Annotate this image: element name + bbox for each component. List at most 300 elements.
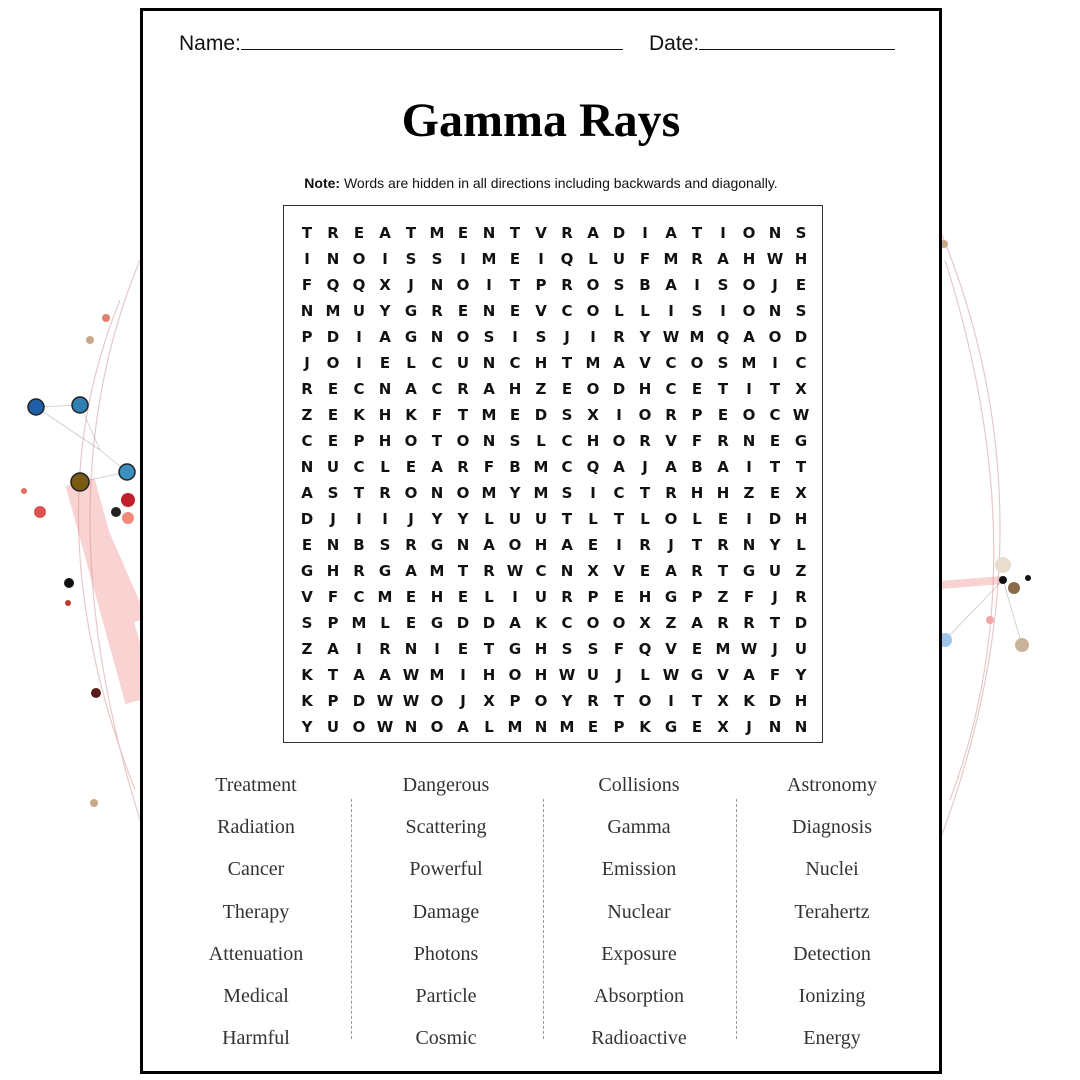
grid-cell[interactable]: M bbox=[481, 484, 497, 502]
grid-cell[interactable]: N bbox=[326, 250, 340, 268]
grid-cell[interactable]: E bbox=[587, 536, 599, 554]
grid-cell[interactable]: M bbox=[481, 406, 497, 424]
grid-cell[interactable]: F bbox=[301, 276, 313, 294]
grid-cell[interactable]: N bbox=[794, 718, 808, 736]
grid-cell[interactable]: V bbox=[665, 640, 677, 658]
grid-cell[interactable]: N bbox=[482, 354, 496, 372]
grid-cell[interactable]: I bbox=[616, 536, 622, 554]
grid-cell[interactable]: I bbox=[616, 406, 622, 424]
grid-cell[interactable]: T bbox=[301, 224, 313, 242]
grid-cell[interactable]: Q bbox=[560, 250, 574, 268]
grid-cell[interactable]: E bbox=[691, 380, 703, 398]
grid-cell[interactable]: K bbox=[301, 666, 313, 684]
grid-cell[interactable]: M bbox=[429, 666, 445, 684]
grid-cell[interactable]: I bbox=[668, 302, 674, 320]
grid-cell[interactable]: C bbox=[561, 614, 573, 632]
grid-cell[interactable]: Y bbox=[795, 666, 807, 684]
grid-cell[interactable]: S bbox=[717, 354, 729, 372]
grid-cell[interactable]: P bbox=[327, 614, 339, 632]
grid-cell[interactable]: F bbox=[483, 458, 495, 476]
grid-cell[interactable]: W bbox=[402, 692, 420, 710]
grid-cell[interactable]: O bbox=[456, 276, 470, 294]
grid-cell[interactable]: H bbox=[638, 380, 652, 398]
grid-cell[interactable]: T bbox=[431, 432, 443, 450]
grid-cell[interactable]: S bbox=[327, 484, 339, 502]
grid-cell[interactable]: P bbox=[327, 692, 339, 710]
grid-cell[interactable]: X bbox=[483, 692, 495, 710]
grid-cell[interactable]: O bbox=[352, 250, 366, 268]
grid-cell[interactable]: I bbox=[356, 354, 362, 372]
grid-cell[interactable]: A bbox=[379, 224, 391, 242]
grid-cell[interactable]: T bbox=[769, 458, 781, 476]
grid-cell[interactable]: S bbox=[535, 328, 547, 346]
grid-cell[interactable]: O bbox=[456, 328, 470, 346]
grid-cell[interactable]: R bbox=[639, 432, 651, 450]
grid-cell[interactable]: G bbox=[742, 562, 756, 580]
grid-cell[interactable]: W bbox=[792, 406, 810, 424]
grid-cell[interactable]: O bbox=[352, 718, 366, 736]
grid-cell[interactable]: I bbox=[694, 276, 700, 294]
grid-cell[interactable]: A bbox=[457, 718, 469, 736]
grid-cell[interactable]: E bbox=[509, 250, 521, 268]
grid-cell[interactable]: G bbox=[690, 666, 704, 684]
grid-cell[interactable]: E bbox=[509, 406, 521, 424]
grid-cell[interactable]: L bbox=[380, 458, 390, 476]
grid-cell[interactable]: L bbox=[536, 432, 546, 450]
grid-cell[interactable]: M bbox=[741, 354, 757, 372]
date-blank-line[interactable] bbox=[699, 31, 895, 50]
grid-cell[interactable]: O bbox=[638, 692, 652, 710]
grid-cell[interactable]: C bbox=[561, 458, 573, 476]
grid-cell[interactable]: Q bbox=[716, 328, 730, 346]
grid-cell[interactable]: S bbox=[405, 250, 417, 268]
grid-cell[interactable]: U bbox=[534, 510, 548, 528]
grid-cell[interactable]: N bbox=[326, 536, 340, 554]
grid-cell[interactable]: O bbox=[586, 380, 600, 398]
grid-cell[interactable]: R bbox=[405, 536, 417, 554]
grid-cell[interactable]: P bbox=[613, 718, 625, 736]
grid-cell[interactable]: O bbox=[768, 328, 782, 346]
grid-cell[interactable]: P bbox=[509, 692, 521, 710]
grid-cell[interactable]: T bbox=[769, 380, 781, 398]
grid-cell[interactable]: Q bbox=[638, 640, 652, 658]
grid-cell[interactable]: E bbox=[509, 302, 521, 320]
grid-cell[interactable]: O bbox=[690, 354, 704, 372]
grid-cell[interactable]: I bbox=[382, 250, 388, 268]
grid-cell[interactable]: D bbox=[768, 692, 782, 710]
grid-cell[interactable]: P bbox=[535, 276, 547, 294]
grid-cell[interactable]: C bbox=[769, 406, 781, 424]
grid-cell[interactable]: A bbox=[717, 250, 729, 268]
grid-cell[interactable]: O bbox=[404, 484, 418, 502]
grid-cell[interactable]: G bbox=[404, 302, 418, 320]
grid-cell[interactable]: W bbox=[662, 328, 680, 346]
grid-cell[interactable]: Y bbox=[639, 328, 651, 346]
grid-cell[interactable]: T bbox=[639, 484, 651, 502]
grid-cell[interactable]: E bbox=[457, 302, 469, 320]
grid-cell[interactable]: G bbox=[508, 640, 522, 658]
grid-cell[interactable]: U bbox=[768, 562, 782, 580]
grid-cell[interactable]: R bbox=[717, 536, 729, 554]
grid-cell[interactable]: I bbox=[356, 510, 362, 528]
grid-cell[interactable]: R bbox=[483, 562, 495, 580]
grid-cell[interactable]: G bbox=[378, 562, 392, 580]
grid-cell[interactable]: N bbox=[768, 302, 782, 320]
grid-cell[interactable]: S bbox=[717, 276, 729, 294]
grid-cell[interactable]: E bbox=[691, 718, 703, 736]
grid-cell[interactable]: E bbox=[587, 718, 599, 736]
grid-cell[interactable]: X bbox=[587, 562, 599, 580]
grid-cell[interactable]: H bbox=[482, 666, 496, 684]
grid-cell[interactable]: M bbox=[689, 328, 705, 346]
grid-cell[interactable]: I bbox=[304, 250, 310, 268]
grid-cell[interactable]: S bbox=[613, 276, 625, 294]
grid-cell[interactable]: Z bbox=[795, 562, 807, 580]
grid-cell[interactable]: A bbox=[665, 562, 677, 580]
grid-cell[interactable]: M bbox=[429, 224, 445, 242]
grid-cell[interactable]: W bbox=[376, 692, 394, 710]
grid-cell[interactable]: E bbox=[327, 432, 339, 450]
grid-cell[interactable]: X bbox=[795, 484, 807, 502]
grid-cell[interactable]: N bbox=[378, 380, 392, 398]
grid-cell[interactable]: S bbox=[509, 432, 521, 450]
grid-cell[interactable]: T bbox=[769, 614, 781, 632]
grid-cell[interactable]: U bbox=[586, 666, 600, 684]
grid-cell[interactable]: M bbox=[715, 640, 731, 658]
grid-cell[interactable]: U bbox=[456, 354, 470, 372]
grid-cell[interactable]: E bbox=[457, 588, 469, 606]
grid-cell[interactable]: C bbox=[353, 380, 365, 398]
grid-cell[interactable]: D bbox=[794, 614, 808, 632]
grid-cell[interactable]: T bbox=[561, 510, 573, 528]
grid-cell[interactable]: R bbox=[717, 614, 729, 632]
grid-cell[interactable]: T bbox=[717, 562, 729, 580]
grid-cell[interactable]: H bbox=[794, 510, 808, 528]
grid-cell[interactable]: O bbox=[586, 614, 600, 632]
grid-cell[interactable]: R bbox=[457, 380, 469, 398]
grid-cell[interactable]: R bbox=[665, 406, 677, 424]
grid-cell[interactable]: O bbox=[742, 302, 756, 320]
grid-cell[interactable]: O bbox=[586, 302, 600, 320]
grid-cell[interactable]: I bbox=[668, 692, 674, 710]
grid-cell[interactable]: N bbox=[430, 276, 444, 294]
grid-cell[interactable]: L bbox=[692, 510, 702, 528]
grid-cell[interactable]: L bbox=[640, 302, 650, 320]
grid-cell[interactable]: J bbox=[408, 276, 414, 294]
grid-cell[interactable]: D bbox=[794, 328, 808, 346]
grid-cell[interactable]: J bbox=[564, 328, 570, 346]
grid-cell[interactable]: L bbox=[484, 588, 494, 606]
grid-cell[interactable]: S bbox=[301, 614, 313, 632]
grid-cell[interactable]: S bbox=[431, 250, 443, 268]
grid-cell[interactable]: R bbox=[795, 588, 807, 606]
grid-cell[interactable]: H bbox=[586, 432, 600, 450]
grid-cell[interactable]: E bbox=[405, 614, 417, 632]
grid-cell[interactable]: N bbox=[742, 536, 756, 554]
grid-cell[interactable]: J bbox=[408, 510, 414, 528]
grid-cell[interactable]: A bbox=[483, 536, 495, 554]
grid-cell[interactable]: I bbox=[512, 328, 518, 346]
grid-cell[interactable]: V bbox=[665, 432, 677, 450]
grid-cell[interactable]: X bbox=[717, 692, 729, 710]
grid-cell[interactable]: I bbox=[460, 666, 466, 684]
grid-cell[interactable]: C bbox=[535, 562, 547, 580]
grid-cell[interactable]: R bbox=[353, 562, 365, 580]
grid-cell[interactable]: T bbox=[405, 224, 417, 242]
grid-cell[interactable]: T bbox=[509, 276, 521, 294]
grid-cell[interactable]: C bbox=[561, 302, 573, 320]
grid-cell[interactable]: N bbox=[560, 562, 574, 580]
grid-cell[interactable]: I bbox=[434, 640, 440, 658]
grid-cell[interactable]: I bbox=[746, 458, 752, 476]
grid-cell[interactable]: W bbox=[558, 666, 576, 684]
grid-cell[interactable]: N bbox=[482, 302, 496, 320]
grid-cell[interactable]: E bbox=[457, 224, 469, 242]
grid-cell[interactable]: T bbox=[327, 666, 339, 684]
grid-cell[interactable]: R bbox=[431, 302, 443, 320]
grid-cell[interactable]: E bbox=[327, 406, 339, 424]
grid-cell[interactable]: S bbox=[379, 536, 391, 554]
grid-cell[interactable]: P bbox=[301, 328, 313, 346]
grid-cell[interactable]: O bbox=[508, 666, 522, 684]
grid-cell[interactable]: O bbox=[404, 432, 418, 450]
grid-cell[interactable]: M bbox=[559, 718, 575, 736]
grid-cell[interactable]: C bbox=[353, 588, 365, 606]
grid-cell[interactable]: Z bbox=[717, 588, 729, 606]
grid-cell[interactable]: C bbox=[795, 354, 807, 372]
grid-cell[interactable]: I bbox=[590, 484, 596, 502]
grid-cell[interactable]: Q bbox=[586, 458, 600, 476]
grid-cell[interactable]: C bbox=[301, 432, 313, 450]
grid-cell[interactable]: Y bbox=[769, 536, 781, 554]
grid-cell[interactable]: U bbox=[612, 250, 626, 268]
grid-cell[interactable]: J bbox=[616, 666, 622, 684]
grid-cell[interactable]: N bbox=[456, 536, 470, 554]
grid-cell[interactable]: M bbox=[325, 302, 341, 320]
grid-cell[interactable]: J bbox=[330, 510, 336, 528]
grid-cell[interactable]: D bbox=[326, 328, 340, 346]
grid-cell[interactable]: N bbox=[768, 718, 782, 736]
grid-cell[interactable]: U bbox=[326, 458, 340, 476]
grid-cell[interactable]: E bbox=[457, 640, 469, 658]
grid-cell[interactable]: T bbox=[457, 562, 469, 580]
grid-cell[interactable]: D bbox=[612, 380, 626, 398]
grid-cell[interactable]: C bbox=[665, 354, 677, 372]
grid-cell[interactable]: H bbox=[430, 588, 444, 606]
grid-cell[interactable]: M bbox=[429, 562, 445, 580]
grid-cell[interactable]: H bbox=[690, 484, 704, 502]
grid-cell[interactable]: O bbox=[664, 510, 678, 528]
grid-cell[interactable]: D bbox=[768, 510, 782, 528]
grid-cell[interactable]: Q bbox=[326, 276, 340, 294]
grid-cell[interactable]: T bbox=[795, 458, 807, 476]
grid-cell[interactable]: U bbox=[326, 718, 340, 736]
grid-cell[interactable]: D bbox=[300, 510, 314, 528]
grid-cell[interactable]: R bbox=[379, 640, 391, 658]
grid-cell[interactable]: H bbox=[716, 484, 730, 502]
grid-cell[interactable]: I bbox=[512, 588, 518, 606]
grid-cell[interactable]: A bbox=[327, 640, 339, 658]
grid-cell[interactable]: A bbox=[717, 458, 729, 476]
grid-cell[interactable]: F bbox=[743, 588, 755, 606]
grid-cell[interactable]: A bbox=[665, 224, 677, 242]
grid-cell[interactable]: Y bbox=[431, 510, 443, 528]
grid-cell[interactable]: V bbox=[535, 224, 547, 242]
grid-cell[interactable]: T bbox=[353, 484, 365, 502]
grid-cell[interactable]: E bbox=[639, 562, 651, 580]
grid-cell[interactable]: R bbox=[691, 562, 703, 580]
grid-cell[interactable]: O bbox=[612, 614, 626, 632]
grid-cell[interactable]: Z bbox=[301, 406, 313, 424]
grid-cell[interactable]: K bbox=[535, 614, 547, 632]
grid-cell[interactable]: T bbox=[457, 406, 469, 424]
grid-cell[interactable]: F bbox=[431, 406, 443, 424]
grid-cell[interactable]: F bbox=[639, 250, 651, 268]
grid-cell[interactable]: L bbox=[588, 510, 598, 528]
grid-cell[interactable]: J bbox=[772, 588, 778, 606]
grid-cell[interactable]: Z bbox=[743, 484, 755, 502]
grid-cell[interactable]: T bbox=[561, 354, 573, 372]
grid-cell[interactable]: A bbox=[379, 666, 391, 684]
grid-cell[interactable]: Y bbox=[509, 484, 521, 502]
grid-cell[interactable]: E bbox=[613, 588, 625, 606]
grid-cell[interactable]: A bbox=[509, 614, 521, 632]
date-field[interactable] bbox=[649, 31, 895, 56]
grid-cell[interactable]: O bbox=[456, 484, 470, 502]
grid-cell[interactable]: I bbox=[538, 250, 544, 268]
grid-cell[interactable]: L bbox=[614, 302, 624, 320]
grid-cell[interactable]: E bbox=[795, 276, 807, 294]
grid-cell[interactable]: A bbox=[743, 666, 755, 684]
grid-cell[interactable]: B bbox=[691, 458, 703, 476]
grid-cell[interactable]: O bbox=[534, 692, 548, 710]
grid-cell[interactable]: T bbox=[691, 692, 703, 710]
grid-cell[interactable]: I bbox=[720, 224, 726, 242]
grid-cell[interactable]: G bbox=[664, 718, 678, 736]
grid-cell[interactable]: C bbox=[509, 354, 521, 372]
grid-cell[interactable]: R bbox=[743, 614, 755, 632]
grid-cell[interactable]: L bbox=[588, 250, 598, 268]
grid-cell[interactable]: I bbox=[746, 380, 752, 398]
grid-cell[interactable]: D bbox=[456, 614, 470, 632]
grid-cell[interactable]: K bbox=[301, 692, 313, 710]
grid-cell[interactable]: V bbox=[639, 354, 651, 372]
grid-cell[interactable]: W bbox=[376, 718, 394, 736]
grid-cell[interactable]: R bbox=[301, 380, 313, 398]
grid-cell[interactable]: O bbox=[742, 406, 756, 424]
grid-cell[interactable]: M bbox=[663, 250, 679, 268]
grid-cell[interactable]: V bbox=[535, 302, 547, 320]
grid-cell[interactable]: M bbox=[533, 458, 549, 476]
grid-cell[interactable]: T bbox=[717, 380, 729, 398]
grid-cell[interactable]: N bbox=[430, 328, 444, 346]
grid-cell[interactable]: Y bbox=[301, 718, 313, 736]
grid-cell[interactable]: E bbox=[353, 224, 365, 242]
grid-cell[interactable]: S bbox=[795, 302, 807, 320]
grid-cell[interactable]: K bbox=[639, 718, 651, 736]
grid-cell[interactable]: L bbox=[406, 354, 416, 372]
grid-cell[interactable]: G bbox=[430, 614, 444, 632]
grid-cell[interactable]: U bbox=[508, 510, 522, 528]
grid-cell[interactable]: A bbox=[483, 380, 495, 398]
grid-cell[interactable]: I bbox=[356, 640, 362, 658]
grid-cell[interactable]: U bbox=[794, 640, 808, 658]
grid-cell[interactable]: J bbox=[642, 458, 648, 476]
grid-cell[interactable]: W bbox=[506, 562, 524, 580]
grid-cell[interactable]: A bbox=[353, 666, 365, 684]
grid-cell[interactable]: N bbox=[404, 640, 418, 658]
grid-cell[interactable]: I bbox=[486, 276, 492, 294]
grid-cell[interactable]: B bbox=[639, 276, 651, 294]
grid-cell[interactable]: R bbox=[379, 484, 391, 502]
grid-cell[interactable]: M bbox=[351, 614, 367, 632]
grid-cell[interactable]: A bbox=[379, 328, 391, 346]
grid-cell[interactable]: C bbox=[431, 380, 443, 398]
grid-cell[interactable]: I bbox=[772, 354, 778, 372]
grid-cell[interactable]: E bbox=[301, 536, 313, 554]
grid-cell[interactable]: N bbox=[482, 432, 496, 450]
grid-cell[interactable]: H bbox=[742, 250, 756, 268]
grid-cell[interactable]: H bbox=[534, 536, 548, 554]
grid-cell[interactable]: Q bbox=[352, 276, 366, 294]
grid-cell[interactable]: B bbox=[509, 458, 521, 476]
grid-cell[interactable]: C bbox=[353, 458, 365, 476]
grid-cell[interactable]: H bbox=[326, 562, 340, 580]
grid-cell[interactable]: E bbox=[769, 484, 781, 502]
grid-cell[interactable]: Y bbox=[379, 302, 391, 320]
grid-cell[interactable]: S bbox=[483, 328, 495, 346]
grid-cell[interactable]: J bbox=[746, 718, 752, 736]
grid-cell[interactable]: A bbox=[665, 458, 677, 476]
grid-cell[interactable]: O bbox=[430, 692, 444, 710]
grid-cell[interactable]: W bbox=[402, 666, 420, 684]
grid-cell[interactable]: O bbox=[508, 536, 522, 554]
grid-cell[interactable]: G bbox=[300, 562, 314, 580]
grid-cell[interactable]: P bbox=[691, 588, 703, 606]
grid-cell[interactable]: A bbox=[405, 562, 417, 580]
grid-cell[interactable]: E bbox=[717, 406, 729, 424]
grid-cell[interactable]: A bbox=[665, 276, 677, 294]
grid-cell[interactable]: I bbox=[642, 224, 648, 242]
grid-cell[interactable]: N bbox=[534, 718, 548, 736]
grid-cell[interactable]: D bbox=[612, 224, 626, 242]
grid-cell[interactable]: L bbox=[640, 510, 650, 528]
grid-cell[interactable]: O bbox=[612, 432, 626, 450]
grid-cell[interactable]: F bbox=[327, 588, 339, 606]
grid-cell[interactable]: V bbox=[613, 562, 625, 580]
grid-cell[interactable]: Y bbox=[561, 692, 573, 710]
grid-cell[interactable]: U bbox=[352, 302, 366, 320]
grid-cell[interactable]: T bbox=[691, 224, 703, 242]
grid-cell[interactable]: A bbox=[561, 536, 573, 554]
grid-cell[interactable]: H bbox=[378, 432, 392, 450]
grid-cell[interactable]: R bbox=[327, 224, 339, 242]
grid-cell[interactable]: J bbox=[772, 276, 778, 294]
grid-cell[interactable]: K bbox=[743, 692, 755, 710]
grid-cell[interactable]: M bbox=[507, 718, 523, 736]
grid-cell[interactable]: Z bbox=[665, 614, 677, 632]
grid-cell[interactable]: I bbox=[590, 328, 596, 346]
grid-cell[interactable]: N bbox=[300, 458, 314, 476]
grid-cell[interactable]: A bbox=[613, 458, 625, 476]
name-field[interactable] bbox=[179, 31, 623, 56]
grid-cell[interactable]: N bbox=[742, 432, 756, 450]
grid-cell[interactable]: A bbox=[405, 380, 417, 398]
grid-cell[interactable]: C bbox=[613, 484, 625, 502]
grid-cell[interactable]: N bbox=[430, 484, 444, 502]
grid-cell[interactable]: C bbox=[431, 354, 443, 372]
grid-cell[interactable]: S bbox=[587, 640, 599, 658]
